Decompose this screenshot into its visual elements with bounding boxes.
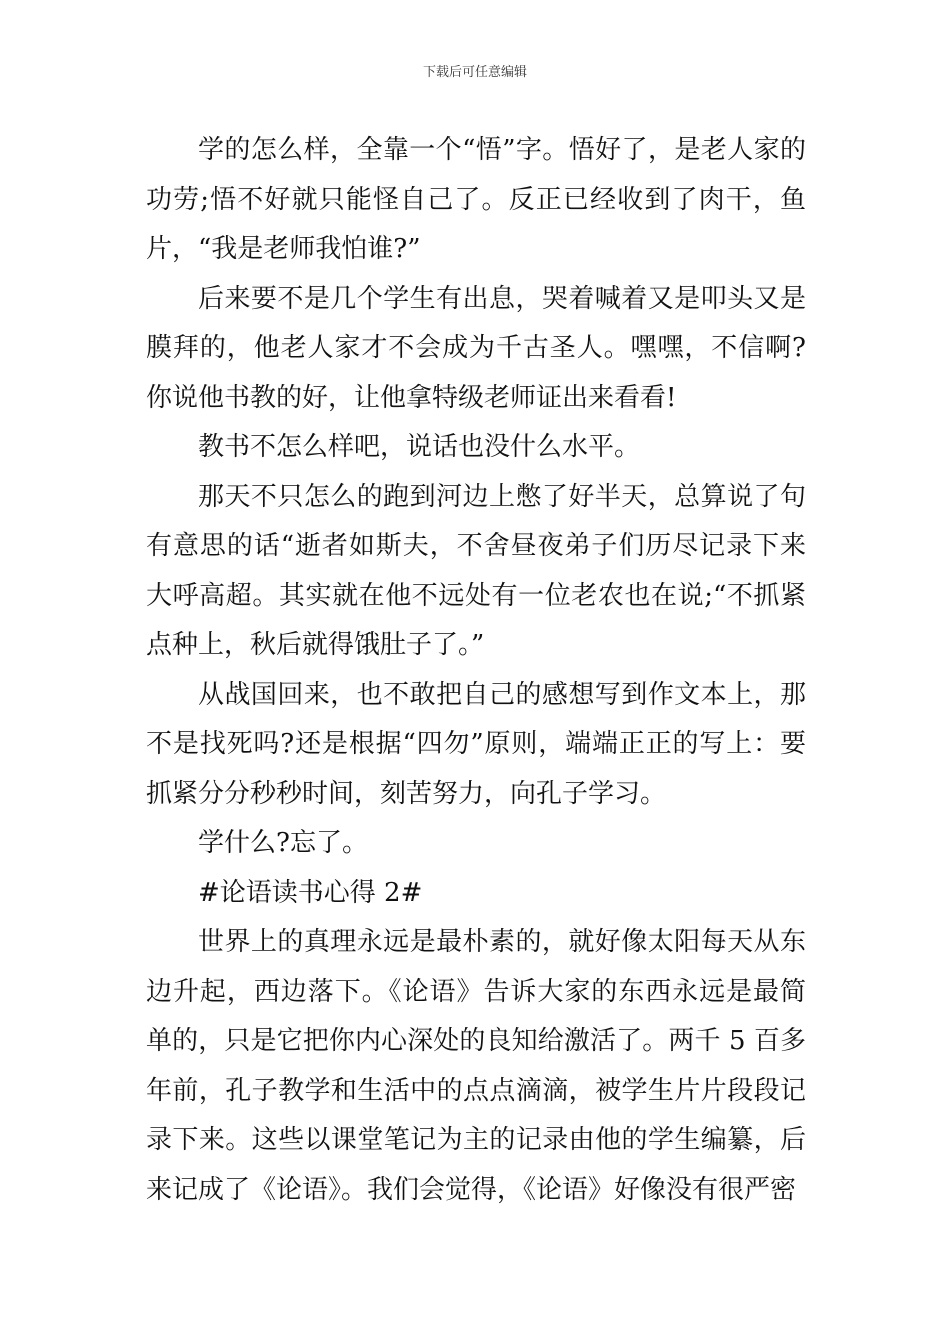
paragraph-7: 世界上的真理永远是最朴素的，就好像太阳每天从东边升起，西边落下。《论语》告诉大家的东西永远是最简单的，只是它把你内心深处的良知给激活了。两千 5 百多年前，孔子教学和生活中的点点滴滴，被学生片片段段记录下来。这些以课堂笔记为主的记录由他的学生编纂，后来记成了《论语》。我们会觉得，《论语》好像没有很严密	[146, 927, 806, 1205]
paragraph-3: 教书不怎么样吧，说话也没什么水平。	[198, 432, 641, 462]
paragraph-4: 那天不只怎么的跑到河边上憋了好半天，总算说了句有意思的话“逝者如斯夫，不舍昼夜弟子们历尽记录下来大呼高超。其实就在他不远处有一位老农也在说;“不抓紧点种上，秋后就得饿肚子了。”	[146, 481, 806, 660]
document-body	[146, 126, 806, 1215]
paragraph-1: 学的怎么样，全靠一个“悟”字。悟好了，是老人家的功劳;悟不好就只能怪自己了。反正已经收到了肉干，鱼片，“我是老师我怕谁?”	[146, 135, 806, 264]
page-header: 下载后可任意编辑	[422, 65, 527, 80]
paragraph-5: 从战国回来，也不敢把自己的感想写到作文本上，那不是找死吗?还是根据“四勿”原则，端端正正的写上：要抓紧分分秒秒时间，刻苦努力，向孔子学习。	[146, 679, 806, 809]
section-heading: #论语读书心得 2#	[198, 877, 423, 908]
paragraph-6: 学什么?忘了。	[198, 828, 368, 858]
paragraph-2: 后来要不是几个学生有出息，哭着喊着又是叩头又是膜拜的，他老人家才不会成为千古圣人。嘿嘿，不信啊?你说他书教的好，让他拿特级老师证出来看看!	[146, 283, 806, 413]
